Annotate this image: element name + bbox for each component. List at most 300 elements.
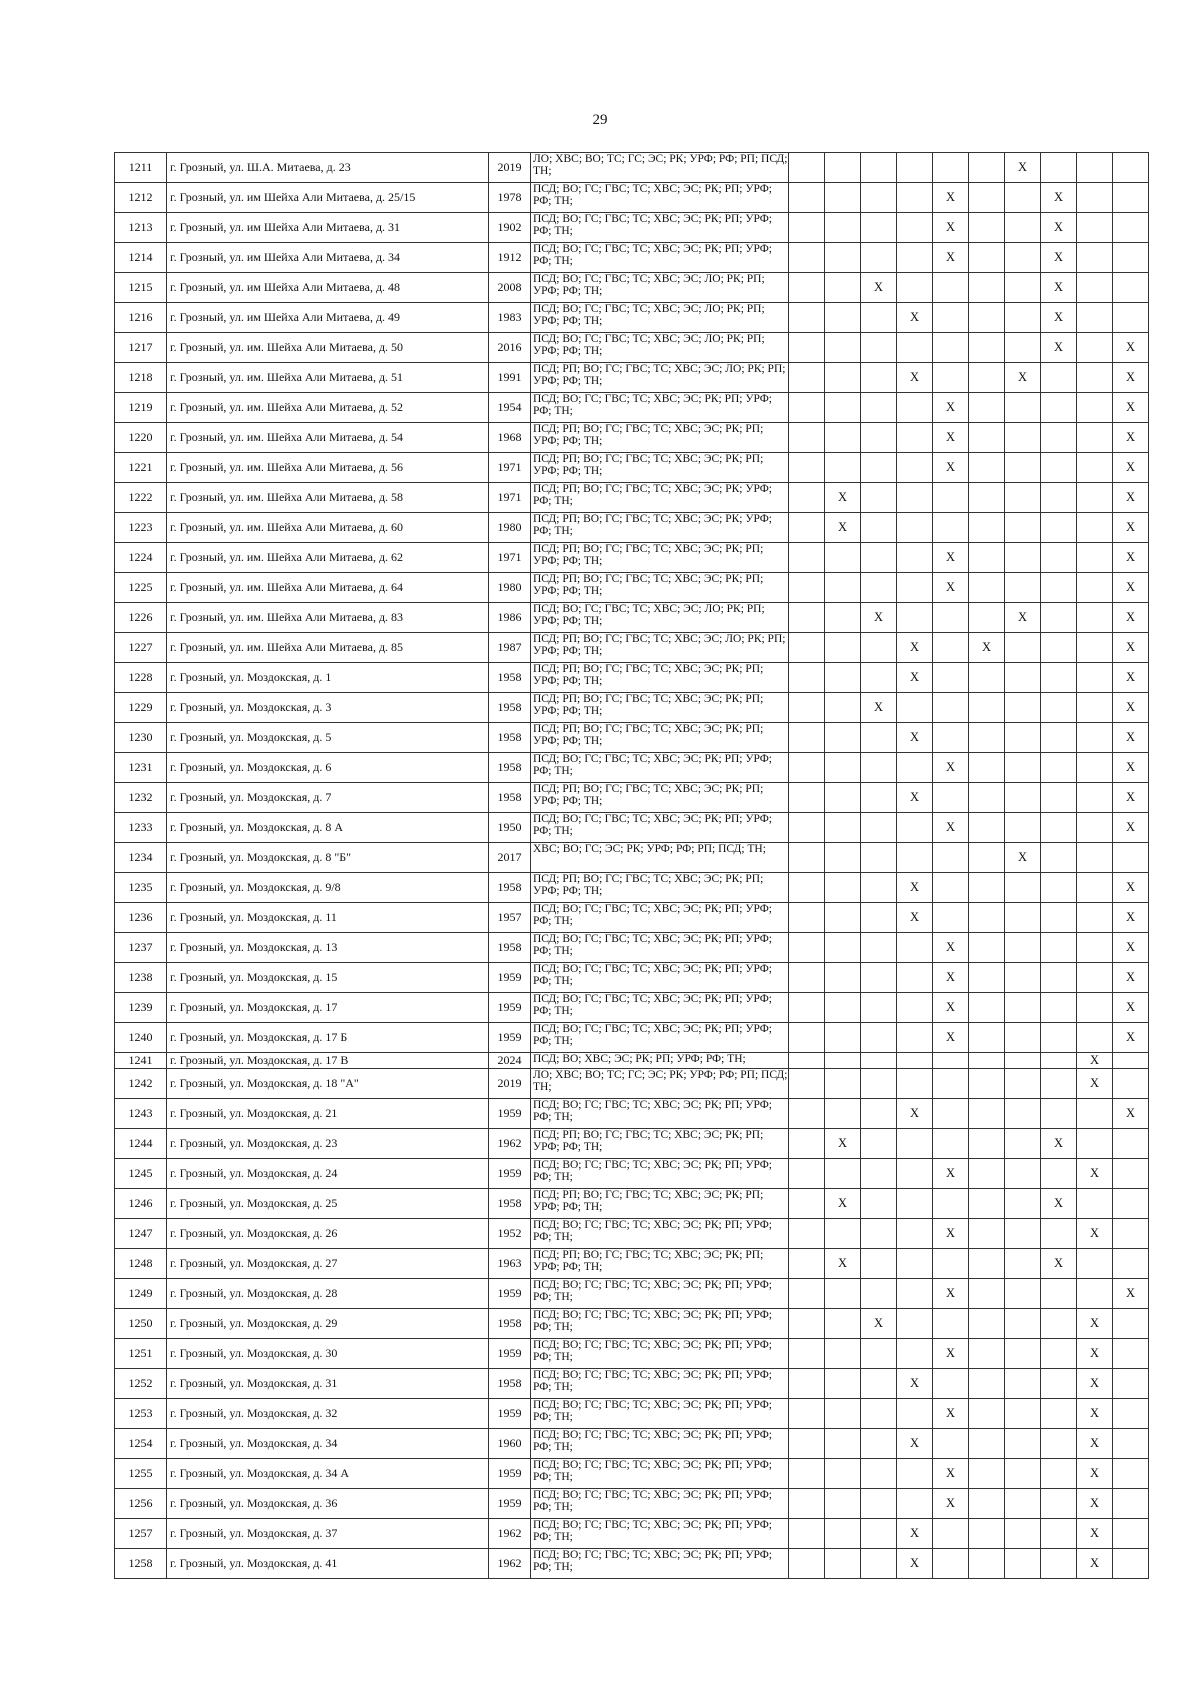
mark-cell: X <box>1113 753 1149 783</box>
year-cell: 1968 <box>489 423 531 453</box>
mark-cell <box>861 513 897 543</box>
mark-cell <box>1005 963 1041 993</box>
mark-cell: X <box>933 573 969 603</box>
works-list-cell: ПСД; ВО; ГС; ГВС; ТС; ХВС; ЭС; РК; РП; УРФ; РФ; ТН; <box>531 963 789 993</box>
mark-cell <box>1077 1279 1113 1309</box>
address-cell: г. Грозный, ул. Моздокская, д. 37 <box>167 1519 489 1549</box>
year-cell: 1958 <box>489 933 531 963</box>
mark-cell <box>933 1129 969 1159</box>
address-cell: г. Грозный, ул. Моздокская, д. 30 <box>167 1339 489 1369</box>
mark-cell <box>825 573 861 603</box>
works-list-cell: ПСД; ВО; ГС; ГВС; ТС; ХВС; ЭС; РК; РП; УРФ; РФ; ТН; <box>531 1519 789 1549</box>
mark-cell <box>1041 1159 1077 1189</box>
mark-cell <box>789 1399 825 1429</box>
row-number: 1211 <box>115 153 167 183</box>
mark-cell <box>825 903 861 933</box>
works-list-cell: ПСД; ВО; ГС; ГВС; ТС; ХВС; ЭС; РК; РП; УРФ; РФ; ТН; <box>531 1309 789 1339</box>
mark-cell <box>1077 963 1113 993</box>
mark-cell <box>861 453 897 483</box>
address-cell: г. Грозный, ул. Ш.А. Митаева, д. 23 <box>167 153 489 183</box>
mark-cell <box>1005 423 1041 453</box>
housing-registry-table <box>114 152 1149 1579</box>
mark-cell: X <box>1113 1023 1149 1053</box>
mark-cell <box>1041 1399 1077 1429</box>
mark-cell <box>861 1023 897 1053</box>
mark-cell <box>789 753 825 783</box>
mark-cell: X <box>897 873 933 903</box>
mark-cell <box>897 513 933 543</box>
works-list-cell: ЛО; ХВС; ВО; ТС; ГС; ЭС; РК; УРФ; РФ; РП; ПСД; ТН; <box>531 1069 789 1099</box>
mark-cell <box>861 1399 897 1429</box>
mark-cell: X <box>933 543 969 573</box>
mark-cell <box>1041 543 1077 573</box>
year-cell: 1959 <box>489 1399 531 1429</box>
mark-cell: X <box>897 1549 933 1579</box>
mark-cell: X <box>1113 633 1149 663</box>
works-list-cell: ПСД; ВО; ГС; ГВС; ТС; ХВС; ЭС; РК; РП; УРФ; РФ; ТН; <box>531 1279 789 1309</box>
mark-cell <box>1077 1023 1113 1053</box>
mark-cell <box>1005 1219 1041 1249</box>
mark-cell: X <box>1113 813 1149 843</box>
mark-cell: X <box>1041 183 1077 213</box>
mark-cell <box>897 1129 933 1159</box>
mark-cell: X <box>1077 1429 1113 1459</box>
mark-cell: X <box>933 933 969 963</box>
mark-cell <box>969 1429 1005 1459</box>
mark-cell: X <box>825 513 861 543</box>
mark-cell: X <box>897 663 933 693</box>
mark-cell: X <box>1077 1399 1113 1429</box>
mark-cell <box>897 543 933 573</box>
mark-cell <box>825 333 861 363</box>
works-list-cell: ПСД; ВО; ГС; ГВС; ТС; ХВС; ЭС; РК; РП; УРФ; РФ; ТН; <box>531 1489 789 1519</box>
mark-cell <box>825 273 861 303</box>
mark-cell <box>933 513 969 543</box>
mark-cell <box>1005 1429 1041 1459</box>
year-cell: 1959 <box>489 1099 531 1129</box>
address-cell: г. Грозный, ул. Моздокская, д. 13 <box>167 933 489 963</box>
table-row <box>115 1459 1149 1489</box>
table-row <box>115 1489 1149 1519</box>
mark-cell <box>897 843 933 873</box>
row-number: 1222 <box>115 483 167 513</box>
table-body <box>115 153 1149 1579</box>
mark-cell <box>933 303 969 333</box>
year-cell: 2024 <box>489 1053 531 1069</box>
mark-cell <box>1005 1459 1041 1489</box>
mark-cell <box>789 1053 825 1069</box>
row-number: 1249 <box>115 1279 167 1309</box>
mark-cell <box>933 783 969 813</box>
mark-cell <box>825 243 861 273</box>
year-cell: 1962 <box>489 1519 531 1549</box>
mark-cell <box>1077 243 1113 273</box>
mark-cell <box>1077 903 1113 933</box>
row-number: 1217 <box>115 333 167 363</box>
mark-cell: X <box>1113 723 1149 753</box>
row-number: 1237 <box>115 933 167 963</box>
table-row <box>115 1159 1149 1189</box>
mark-cell: X <box>1113 783 1149 813</box>
mark-cell <box>969 213 1005 243</box>
mark-cell <box>1113 1189 1149 1219</box>
mark-cell <box>825 1053 861 1069</box>
mark-cell <box>825 1369 861 1399</box>
row-number: 1247 <box>115 1219 167 1249</box>
year-cell: 1959 <box>489 1339 531 1369</box>
works-list-cell: ПСД; РП; ВО; ГС; ГВС; ТС; ХВС; ЭС; РК; УРФ; РФ; ТН; <box>531 513 789 543</box>
row-number: 1226 <box>115 603 167 633</box>
table-row <box>115 843 1149 873</box>
mark-cell <box>1041 483 1077 513</box>
table-row <box>115 1279 1149 1309</box>
mark-cell: X <box>1113 963 1149 993</box>
mark-cell <box>897 693 933 723</box>
table-row <box>115 453 1149 483</box>
address-cell: г. Грозный, ул. Моздокская, д. 25 <box>167 1189 489 1219</box>
table-row <box>115 1129 1149 1159</box>
mark-cell <box>1041 903 1077 933</box>
row-number: 1257 <box>115 1519 167 1549</box>
address-cell: г. Грозный, ул. Моздокская, д. 31 <box>167 1369 489 1399</box>
address-cell: г. Грозный, ул. им Шейха Али Митаева, д. 49 <box>167 303 489 333</box>
mark-cell <box>1041 1053 1077 1069</box>
address-cell: г. Грозный, ул. Моздокская, д. 21 <box>167 1099 489 1129</box>
mark-cell <box>1041 363 1077 393</box>
works-list-cell: ПСД; ВО; ГС; ГВС; ТС; ХВС; ЭС; РК; РП; УРФ; РФ; ТН; <box>531 753 789 783</box>
mark-cell <box>1005 783 1041 813</box>
address-cell: г. Грозный, ул. им. Шейха Али Митаева, д. 62 <box>167 543 489 573</box>
year-cell: 1960 <box>489 1429 531 1459</box>
mark-cell <box>861 1279 897 1309</box>
mark-cell <box>1041 873 1077 903</box>
mark-cell <box>969 1069 1005 1099</box>
table-row <box>115 393 1149 423</box>
works-list-cell: ПСД; РП; ВО; ГС; ГВС; ТС; ХВС; ЭС; РК; РП; УРФ; РФ; ТН; <box>531 783 789 813</box>
mark-cell <box>969 1189 1005 1219</box>
mark-cell <box>1077 183 1113 213</box>
mark-cell: X <box>1041 273 1077 303</box>
mark-cell <box>1005 1249 1041 1279</box>
mark-cell: X <box>1077 1159 1113 1189</box>
mark-cell <box>969 783 1005 813</box>
works-list-cell: ПСД; РП; ВО; ГС; ГВС; ТС; ХВС; ЭС; РК; РП; УРФ; РФ; ТН; <box>531 453 789 483</box>
works-list-cell: ПСД; РП; ВО; ГС; ГВС; ТС; ХВС; ЭС; РК; РП; УРФ; РФ; ТН; <box>531 1189 789 1219</box>
mark-cell <box>1077 153 1113 183</box>
works-list-cell: ПСД; РП; ВО; ГС; ГВС; ТС; ХВС; ЭС; ЛО; РК; РП; УРФ; РФ; ТН; <box>531 363 789 393</box>
mark-cell <box>1005 1159 1041 1189</box>
row-number: 1230 <box>115 723 167 753</box>
mark-cell <box>1113 1489 1149 1519</box>
year-cell: 2019 <box>489 153 531 183</box>
mark-cell <box>969 1129 1005 1159</box>
mark-cell <box>897 753 933 783</box>
mark-cell <box>789 1429 825 1459</box>
address-cell: г. Грозный, ул. Моздокская, д. 8 А <box>167 813 489 843</box>
mark-cell <box>1005 1369 1041 1399</box>
row-number: 1245 <box>115 1159 167 1189</box>
mark-cell <box>969 363 1005 393</box>
row-number: 1221 <box>115 453 167 483</box>
row-number: 1219 <box>115 393 167 423</box>
row-number: 1243 <box>115 1099 167 1129</box>
mark-cell <box>1041 393 1077 423</box>
year-cell: 1971 <box>489 543 531 573</box>
table-row <box>115 543 1149 573</box>
year-cell: 1971 <box>489 483 531 513</box>
mark-cell <box>1041 1339 1077 1369</box>
mark-cell <box>825 183 861 213</box>
mark-cell <box>825 933 861 963</box>
mark-cell <box>861 243 897 273</box>
year-cell: 1987 <box>489 633 531 663</box>
mark-cell <box>861 1099 897 1129</box>
mark-cell <box>789 1309 825 1339</box>
mark-cell <box>969 1023 1005 1053</box>
mark-cell <box>1005 1489 1041 1519</box>
mark-cell <box>825 1099 861 1129</box>
mark-cell <box>789 543 825 573</box>
row-number: 1212 <box>115 183 167 213</box>
year-cell: 1958 <box>489 753 531 783</box>
mark-cell <box>897 1053 933 1069</box>
mark-cell <box>933 843 969 873</box>
mark-cell <box>969 603 1005 633</box>
mark-cell: X <box>897 1519 933 1549</box>
works-list-cell: ПСД; ВО; ГС; ГВС; ТС; ХВС; ЭС; РК; РП; УРФ; РФ; ТН; <box>531 993 789 1023</box>
works-list-cell: ПСД; ВО; ГС; ГВС; ТС; ХВС; ЭС; РК; РП; УРФ; РФ; ТН; <box>531 393 789 423</box>
mark-cell <box>1113 1069 1149 1099</box>
mark-cell <box>861 1369 897 1399</box>
mark-cell <box>1113 273 1149 303</box>
mark-cell <box>825 1219 861 1249</box>
mark-cell: X <box>825 1129 861 1159</box>
works-list-cell: ПСД; РП; ВО; ГС; ГВС; ТС; ХВС; ЭС; РК; РП; УРФ; РФ; ТН; <box>531 723 789 753</box>
mark-cell <box>861 213 897 243</box>
address-cell: г. Грозный, ул. Моздокская, д. 5 <box>167 723 489 753</box>
works-list-cell: ПСД; РП; ВО; ГС; ГВС; ТС; ХВС; ЭС; РК; РП; УРФ; РФ; ТН; <box>531 873 789 903</box>
address-cell: г. Грозный, ул. Моздокская, д. 24 <box>167 1159 489 1189</box>
address-cell: г. Грозный, ул. им. Шейха Али Митаева, д. 50 <box>167 333 489 363</box>
mark-cell <box>1005 1129 1041 1159</box>
mark-cell <box>897 1249 933 1279</box>
mark-cell <box>969 843 1005 873</box>
mark-cell <box>789 513 825 543</box>
year-cell: 1959 <box>489 963 531 993</box>
mark-cell <box>789 783 825 813</box>
mark-cell <box>789 1279 825 1309</box>
mark-cell <box>1113 1549 1149 1579</box>
mark-cell <box>969 1369 1005 1399</box>
mark-cell <box>1041 453 1077 483</box>
mark-cell <box>861 813 897 843</box>
address-cell: г. Грозный, ул. Моздокская, д. 28 <box>167 1279 489 1309</box>
mark-cell <box>825 843 861 873</box>
table-row <box>115 783 1149 813</box>
mark-cell <box>825 1069 861 1099</box>
works-list-cell: ПСД; ВО; ГС; ГВС; ТС; ХВС; ЭС; РК; РП; УРФ; РФ; ТН; <box>531 1369 789 1399</box>
mark-cell: X <box>1041 243 1077 273</box>
mark-cell <box>933 273 969 303</box>
mark-cell <box>825 753 861 783</box>
mark-cell <box>897 603 933 633</box>
mark-cell <box>789 1069 825 1099</box>
address-cell: г. Грозный, ул. им. Шейха Али Митаева, д. 64 <box>167 573 489 603</box>
mark-cell: X <box>1077 1309 1113 1339</box>
mark-cell <box>933 153 969 183</box>
mark-cell <box>969 243 1005 273</box>
address-cell: г. Грозный, ул. Моздокская, д. 17 <box>167 993 489 1023</box>
works-list-cell: ПСД; ВО; ГС; ГВС; ТС; ХВС; ЭС; РК; РП; УРФ; РФ; ТН; <box>531 1549 789 1579</box>
mark-cell <box>861 633 897 663</box>
mark-cell <box>825 423 861 453</box>
row-number: 1228 <box>115 663 167 693</box>
works-list-cell: ПСД; ВО; ГС; ГВС; ТС; ХВС; ЭС; РК; РП; УРФ; РФ; ТН; <box>531 1023 789 1053</box>
mark-cell <box>933 483 969 513</box>
table-row <box>115 1429 1149 1459</box>
mark-cell <box>789 183 825 213</box>
table-row <box>115 723 1149 753</box>
works-list-cell: ПСД; ВО; ГС; ГВС; ТС; ХВС; ЭС; РК; РП; УРФ; РФ; ТН; <box>531 213 789 243</box>
table-row <box>115 1023 1149 1053</box>
address-cell: г. Грозный, ул. Моздокская, д. 32 <box>167 1399 489 1429</box>
mark-cell <box>861 1339 897 1369</box>
mark-cell <box>933 1069 969 1099</box>
address-cell: г. Грозный, ул. Моздокская, д. 8 "Б" <box>167 843 489 873</box>
row-number: 1232 <box>115 783 167 813</box>
row-number: 1214 <box>115 243 167 273</box>
row-number: 1235 <box>115 873 167 903</box>
mark-cell <box>897 1309 933 1339</box>
mark-cell: X <box>933 213 969 243</box>
mark-cell <box>789 993 825 1023</box>
works-list-cell: ПСД; ВО; ГС; ГВС; ТС; ХВС; ЭС; РК; РП; УРФ; РФ; ТН; <box>531 243 789 273</box>
mark-cell <box>969 963 1005 993</box>
address-cell: г. Грозный, ул. Моздокская, д. 9/8 <box>167 873 489 903</box>
table-row <box>115 303 1149 333</box>
mark-cell <box>1113 1129 1149 1159</box>
mark-cell: X <box>1113 453 1149 483</box>
address-cell: г. Грозный, ул. им. Шейха Али Митаева, д. 85 <box>167 633 489 663</box>
mark-cell <box>1077 513 1113 543</box>
address-cell: г. Грозный, ул. Моздокская, д. 34 А <box>167 1459 489 1489</box>
row-number: 1258 <box>115 1549 167 1579</box>
mark-cell <box>1005 393 1041 423</box>
mark-cell: X <box>933 1399 969 1429</box>
mark-cell: X <box>933 1159 969 1189</box>
mark-cell <box>861 423 897 453</box>
mark-cell <box>933 1309 969 1339</box>
mark-cell: X <box>861 603 897 633</box>
mark-cell <box>825 603 861 633</box>
year-cell: 2016 <box>489 333 531 363</box>
mark-cell <box>1041 1519 1077 1549</box>
address-cell: г. Грозный, ул. им. Шейха Али Митаева, д. 83 <box>167 603 489 633</box>
mark-cell <box>1005 513 1041 543</box>
mark-cell <box>1041 1309 1077 1339</box>
mark-cell <box>1077 753 1113 783</box>
mark-cell <box>1041 783 1077 813</box>
row-number: 1252 <box>115 1369 167 1399</box>
mark-cell <box>969 573 1005 603</box>
mark-cell <box>861 783 897 813</box>
mark-cell <box>1041 1459 1077 1489</box>
mark-cell <box>789 843 825 873</box>
mark-cell <box>933 1429 969 1459</box>
address-cell: г. Грозный, ул. Моздокская, д. 11 <box>167 903 489 933</box>
mark-cell: X <box>1041 1189 1077 1219</box>
mark-cell <box>897 813 933 843</box>
mark-cell <box>789 483 825 513</box>
year-cell: 1963 <box>489 1249 531 1279</box>
mark-cell <box>1005 453 1041 483</box>
mark-cell <box>897 1219 933 1249</box>
mark-cell: X <box>1077 1369 1113 1399</box>
address-cell: г. Грозный, ул. Моздокская, д. 18 "А" <box>167 1069 489 1099</box>
mark-cell <box>1077 303 1113 333</box>
mark-cell <box>861 1219 897 1249</box>
mark-cell <box>825 543 861 573</box>
mark-cell <box>1041 753 1077 783</box>
mark-cell <box>897 1023 933 1053</box>
mark-cell <box>1041 1099 1077 1129</box>
mark-cell <box>1041 813 1077 843</box>
mark-cell <box>1005 1399 1041 1429</box>
row-number: 1255 <box>115 1459 167 1489</box>
mark-cell <box>1005 873 1041 903</box>
address-cell: г. Грозный, ул. Моздокская, д. 6 <box>167 753 489 783</box>
year-cell: 1971 <box>489 453 531 483</box>
works-list-cell: ПСД; РП; ВО; ГС; ГВС; ТС; ХВС; ЭС; РК; РП; УРФ; РФ; ТН; <box>531 423 789 453</box>
mark-cell: X <box>1113 993 1149 1023</box>
mark-cell <box>897 1069 933 1099</box>
mark-cell <box>969 153 1005 183</box>
mark-cell <box>1077 543 1113 573</box>
mark-cell <box>861 753 897 783</box>
works-list-cell: ПСД; ВО; ГС; ГВС; ТС; ХВС; ЭС; РК; РП; УРФ; РФ; ТН; <box>531 1339 789 1369</box>
mark-cell <box>825 1339 861 1369</box>
mark-cell <box>789 333 825 363</box>
mark-cell <box>1077 273 1113 303</box>
address-cell: г. Грозный, ул. Моздокская, д. 36 <box>167 1489 489 1519</box>
mark-cell <box>861 663 897 693</box>
works-list-cell: ПСД; ВО; ГС; ГВС; ТС; ХВС; ЭС; РК; РП; УРФ; РФ; ТН; <box>531 1159 789 1189</box>
mark-cell <box>1005 273 1041 303</box>
row-number: 1231 <box>115 753 167 783</box>
row-number: 1225 <box>115 573 167 603</box>
mark-cell: X <box>1113 363 1149 393</box>
mark-cell: X <box>933 183 969 213</box>
mark-cell <box>969 753 1005 783</box>
mark-cell <box>897 1399 933 1429</box>
mark-cell: X <box>1113 543 1149 573</box>
mark-cell: X <box>933 1459 969 1489</box>
year-cell: 1958 <box>489 693 531 723</box>
mark-cell: X <box>861 1309 897 1339</box>
mark-cell <box>861 363 897 393</box>
mark-cell <box>969 1159 1005 1189</box>
mark-cell <box>1041 933 1077 963</box>
mark-cell <box>1041 1023 1077 1053</box>
table-row <box>115 243 1149 273</box>
mark-cell <box>1005 483 1041 513</box>
table-row <box>115 1069 1149 1099</box>
mark-cell <box>825 1159 861 1189</box>
mark-cell <box>1005 183 1041 213</box>
mark-cell <box>1005 1339 1041 1369</box>
table-row <box>115 273 1149 303</box>
row-number: 1254 <box>115 1429 167 1459</box>
